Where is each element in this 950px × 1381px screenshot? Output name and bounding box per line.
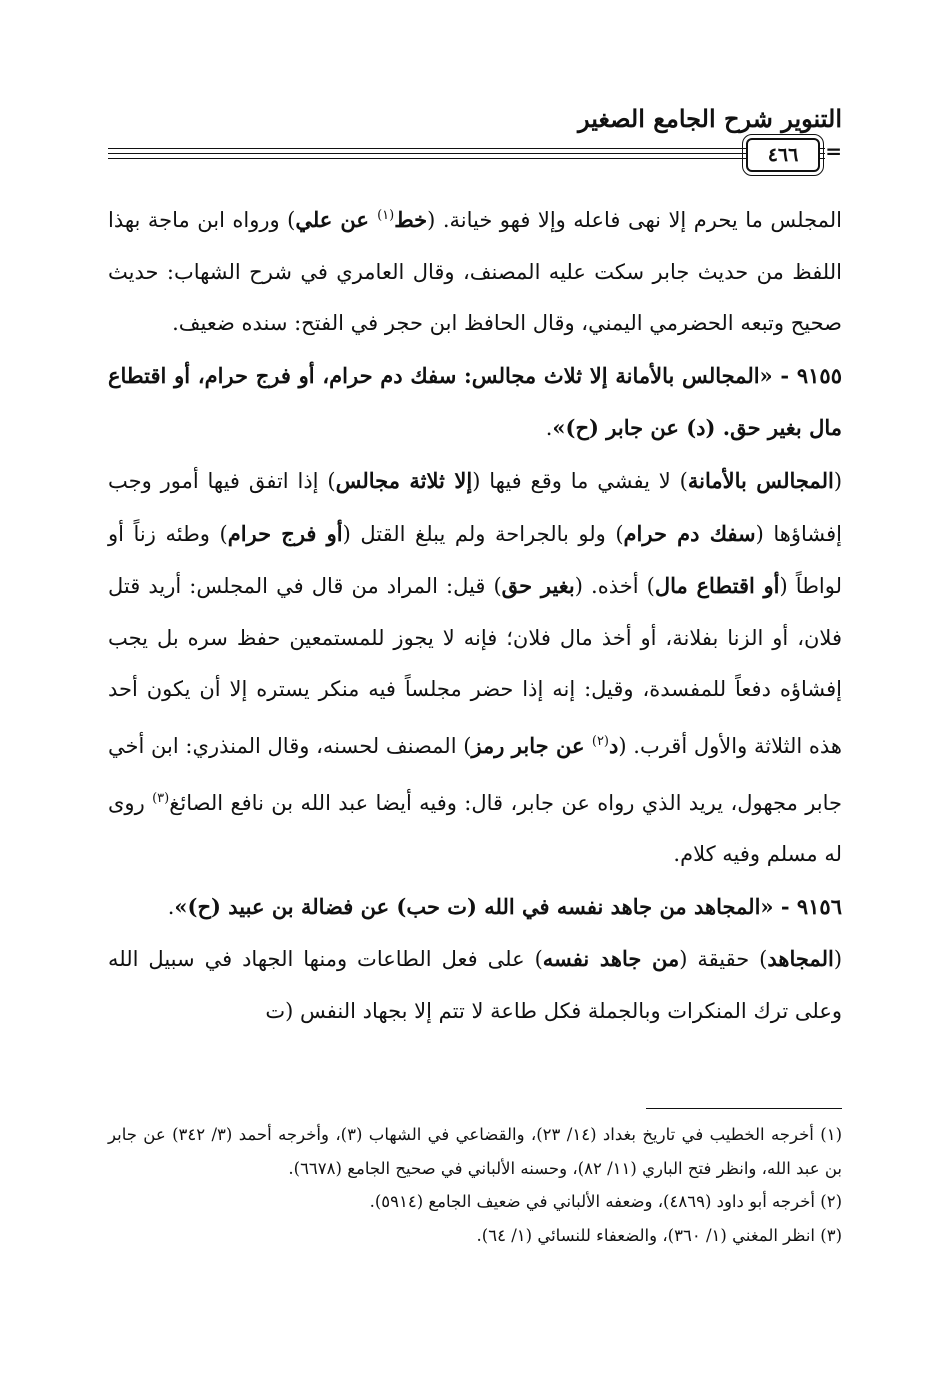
rule-line — [108, 158, 842, 159]
hadith-9155: ٩١٥٥ - «المجالس بالأمانة إلا ثلاث مجالس: سفك دم حرام، أو فرج حرام، أو اقتطاع مال بغير حق. (د) عن جابر (ح)». — [108, 362, 842, 441]
footnote-separator — [646, 1108, 842, 1109]
rule-line — [108, 153, 842, 154]
footnote-ref: (٣) — [152, 790, 170, 806]
footnote-ref: (١) — [377, 208, 395, 223]
footnote-1: (١) أخرجه الخطيب في تاريخ بغداد (١٤/ ٢٣)، والقضاعي في الشهاب (٣)، وأخرجه أحمد (٣/ ٣٤٢) عن جابر بن عبد الله، وانظر فتح الباري (١١/ ٨٢)، وحسنه الألباني في صحيح الجامع (٦٦٧٨). — [108, 1125, 843, 1178]
hadith-9156: ٩١٥٦ - «المجاهد من جاهد نفسه في الله (ت حب) عن فضالة بن عبيد (ح)». — [167, 893, 842, 919]
footnote-2: (٢) أخرجه أبو داود (٤٨٦٩)، وضعفه الألباني في ضعيف الجامع (٥٩١٤). — [369, 1192, 842, 1211]
main-text — [108, 190, 842, 1038]
header-rule — [108, 140, 842, 180]
footnote-3: (٣) انظر المغني (١/ ٣٦٠)، والضعفاء للنسائي (١/ ٦٤). — [476, 1225, 842, 1245]
footnotes — [108, 1118, 842, 1252]
paragraph-commentary-end: المجلس ما يحرم إلا نهى فاعله وإلا فهو خيانة. (خط$^{(١)}$ عن علي) ورواه ابن ماجة بهذا اللفظ من حديث جابر سكت عليه المصنف، وقال العامري في شرح الشهاب: حديث صحيح وتبعه الحضرمي اليمني، وقال الحافظ ابن حجر في الفتح: سنده ضعيف. — [108, 207, 843, 336]
page-number: ٤٦٦ — [746, 138, 820, 172]
commentary-9156: (المجاهد) حقيقة (من جاهد نفسه) على فعل الطاعات ومنها الجهاد في سبيل الله وعلى ترك المنكرات وبالجملة فكل طاعة لا تتم إلا بجهاد النفس (ت — [108, 946, 843, 1023]
footnote-ref: (٢) — [591, 733, 609, 749]
rule-line — [108, 148, 842, 149]
rule-end-mark: = — [825, 139, 842, 163]
running-title: التنوير شرح الجامع الصغير — [578, 104, 842, 133]
commentary-9155: (المجالس بالأمانة) لا يفشي ما وقع فيها (إلا ثلاثة مجالس) إذا اتفق فيها أمور وجب إفشاؤها (سفك دم حرام) ولو بالجراحة ولم يبلغ القتل (أو فرج حرام) وطئه زناً أو لواطاً (أو اقتطاع مال) أخذه. (بغير حق) قيل: المراد من قال في المجلس: أريد قتل فلان، أو الزنا بفلانة، أو أخذ مال فلان؛ فإنه لا يجوز للمستمعين حفظ سره بل يجب إفشاؤه دفعاً للمفسدة، وقيل: إنه إذا حضر مجلساً فيه منكر يستره إلا أن يكون أحد هذه الثلاثة والأول أقرب. (د$^{(٢)}$ عن جابر رمز) المصنف لحسنه، وقال المنذري: ابن أخي جابر مجهول، يريد الذي رواه عن جابر، قال: وفيه أيضا عبد الله بن نافع الصائغ$^{(٣)}$ روى له مسلم وفيه كلام. — [108, 467, 843, 867]
